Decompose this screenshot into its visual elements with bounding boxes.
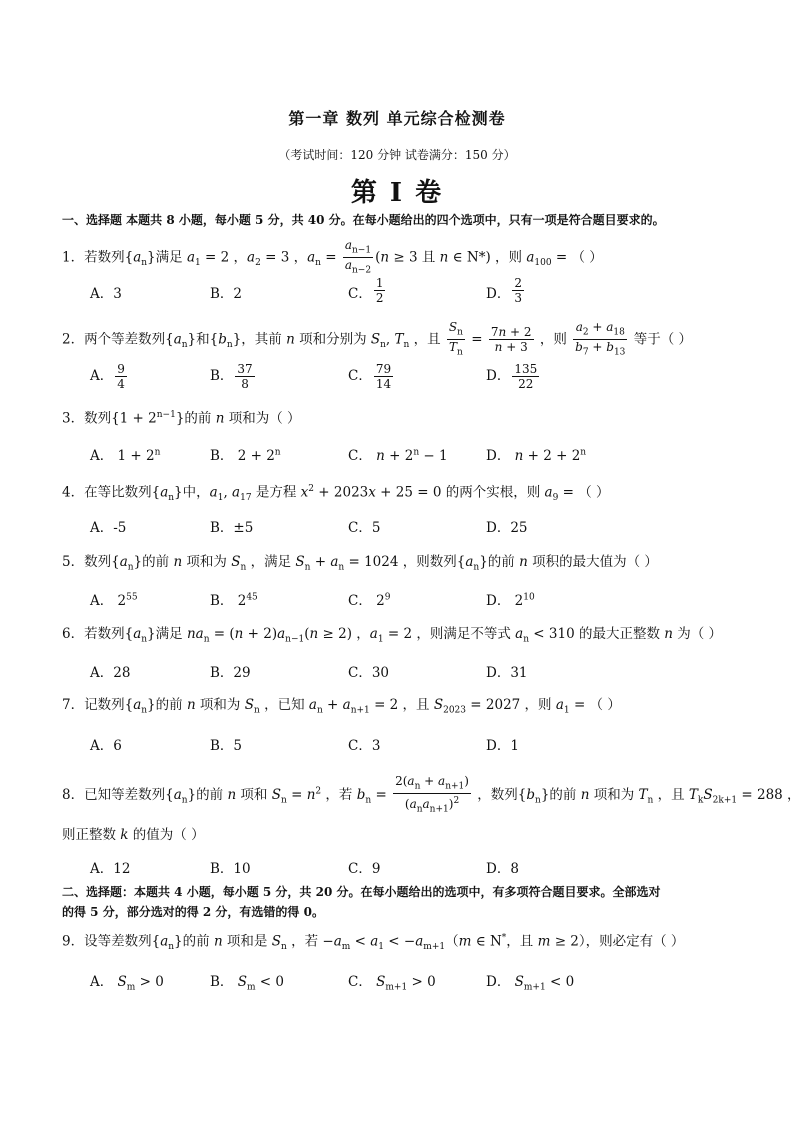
question-9: 9．设等差数列$\{a_n\}$的前 n 项和是 $S_n$ ，若 $-a_m < a_1 < -a_{m+1}(m$ ∈ N*，且 m ≥ 2），则必定有（ ） [62, 933, 685, 953]
q6-option-b[interactable]: B．29 [210, 665, 251, 681]
q5-option-d[interactable]: D． $2^{10}$ [486, 592, 535, 609]
q1-option-d[interactable]: D． $\frac{2}{3}$ [486, 276, 522, 305]
question-8-line-2: 则正整数 k 的值为（ ） [62, 827, 205, 843]
q3-option-a[interactable]: A． $1 + 2^n$ [90, 447, 161, 464]
question-1: 1．若数列$\{a_n\}$满足 $a_1 = 2$ ，$a_2 = 3$ ，$a_n$ = $\frac{a_{n-1}}{a_{n-2}}$ (n ≥ 3 且 n ∈ N*) ，则 $a_{100}$ = （ ） [62, 238, 603, 276]
section-2-heading-line-1: 二、选择题：本题共 4 小题，每小题 5 分，共 20 分。在每小题给出的选项中，有多项符合题目要求。全部选对 [62, 885, 661, 899]
q4-option-a[interactable]: A．-5 [90, 520, 127, 536]
question-8: 8．已知等差数列$\{a_n\}$的前 n 项和 $S_n = n^2$ ，若 $b_n$ = $\frac{2(a_n + a_{n+1})}{(a_na_{n+1})^2}$ ，数列$\{b_n\}$的前 n 项和为 $T_n$ ，且 $T_kS_{2k+1} = 288$ ， [62, 774, 801, 815]
q4-option-c[interactable]: C．5 [348, 520, 381, 536]
question-6: 6．若数列$\{a_n\}$满足 $na_n = (n + 2)a_{n-1}(n \ge 2)$ ，$a_1 = 2$ ，则满足不等式 $a_n < 310$ 的最大正整数 n 为（ ） [62, 626, 723, 645]
q3-option-d[interactable]: D． $n + 2 + 2^n$ [486, 447, 587, 464]
page-title: 第一章 数列 单元综合检测卷 [288, 109, 506, 128]
q7-option-c[interactable]: C．3 [348, 738, 381, 754]
q7-option-b[interactable]: B．5 [210, 738, 243, 754]
q5-option-a[interactable]: A． $2^{55}$ [90, 592, 138, 609]
q2-option-b[interactable]: B． $\frac{37}{8}$ [210, 362, 253, 391]
q4-option-d[interactable]: D．25 [486, 520, 528, 536]
q7-option-d[interactable]: D．1 [486, 738, 519, 754]
q6-option-a[interactable]: A．28 [90, 665, 131, 681]
q1-option-b[interactable]: B．2 [210, 286, 243, 302]
q7-option-a[interactable]: A．6 [90, 738, 122, 754]
question-5: 5．数列$\{a_n\}$的前 n 项和为 $S_n$ ，满足 $S_n + a_n = 1024$ ，则数列$\{a_n\}$的前 n 项积的最大值为（ ） [62, 554, 658, 573]
section-1-heading: 一、选择题 本题共 8 小题，每小题 5 分，共 40 分。在每小题给出的四个选项中，只有一项是符合题目要求的。 [62, 213, 665, 227]
q9-option-a[interactable]: A． $S_m > 0$ [90, 974, 164, 993]
q5-option-b[interactable]: B． $2^{45}$ [210, 592, 258, 609]
volume-heading: 第 I 卷 [350, 178, 444, 208]
q6-option-c[interactable]: C．30 [348, 665, 390, 681]
q3-option-b[interactable]: B． $2 + 2^n$ [210, 447, 281, 464]
q4-option-b[interactable]: B．±5 [210, 520, 254, 536]
question-4: 4．在等比数列$\{a_n\}$中，$a_1$, $a_{17}$ 是方程 $x^2 + 2023x + 25 = 0$ 的两个实根，则 $a_9$ = （ ） [62, 484, 610, 504]
q8-option-b[interactable]: B．10 [210, 861, 251, 877]
q8-option-d[interactable]: D．8 [486, 861, 519, 877]
exam-info: （考试时间：120 分钟 试卷满分：150 分） [278, 148, 516, 162]
q2-option-a[interactable]: A． $\frac{9}{4}$ [90, 362, 125, 391]
q8-option-a[interactable]: A．12 [90, 861, 131, 877]
q3-option-c[interactable]: C． $n + 2^n - 1$ [348, 447, 448, 464]
section-2-heading-line-2: 的得 5 分，部分选对的得 2 分，有选错的得 0。 [62, 905, 324, 919]
q8-option-c[interactable]: C．9 [348, 861, 381, 877]
q9-option-c[interactable]: C． $S_{m+1} > 0$ [348, 974, 436, 993]
q5-option-c[interactable]: C． $2^9$ [348, 592, 391, 609]
question-3: 3．数列$\{1 + 2^{n-1}\}$的前 n 项和为（ ） [62, 410, 301, 427]
q2-option-c[interactable]: C． $\frac{79}{14}$ [348, 362, 392, 391]
question-2: 2．两个等差数列$\{a_n\}$和$\{b_n\}$，其前 n 项和分别为 $S_n$, $T_n$ ，且 $\frac{S_n}{T_n}$ = $\frac{7n + 2}{n + 3}$ ，则 $\frac{a_2 + a_{18}}{b_7 + b_{13}}$ 等于（ ） [62, 320, 692, 358]
q9-option-d[interactable]: D． $S_{m+1} < 0$ [486, 974, 575, 993]
q2-option-d[interactable]: D． $\frac{135}{22}$ [486, 362, 538, 391]
q1-option-a[interactable]: A．3 [90, 286, 122, 302]
q6-option-d[interactable]: D．31 [486, 665, 528, 681]
q9-option-b[interactable]: B． $S_m < 0$ [210, 974, 284, 993]
question-7: 7．记数列$\{a_n\}$的前 n 项和为 $S_n$ ，已知 $a_n + a_{n+1} = 2$ ，且 $S_{2023} = 2027$ ，则 $a_1$ = （ ） [62, 697, 621, 716]
q1-option-c[interactable]: C． $\frac{1}{2}$ [348, 276, 384, 305]
